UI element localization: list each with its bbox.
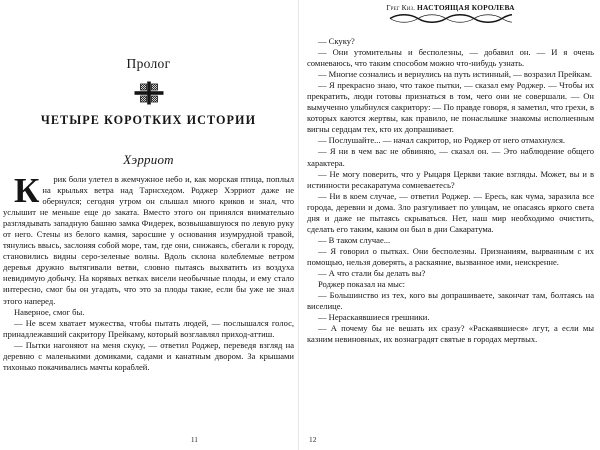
running-head-title: НАСТОЯЩАЯ КОРОЛЕВА <box>417 3 515 12</box>
paragraph-text: — Скуку? <box>318 36 355 46</box>
part-title: ЧЕТЫРЕ КОРОТКИХ ИСТОРИИ <box>40 113 257 127</box>
paragraph-text: — А почему бы не вешать их сразу? «Раскаявшиеся» лгут, а если мы казним невиновных, их вознаградят святые в городах мертвых. <box>307 323 594 345</box>
prologue-label: Пролог <box>126 56 171 71</box>
paragraph-text: — Пытки нагоняют на меня скуку, — ответил Роджер, переведя взгляд на деревню с маленькими домиками, садами и канатным двором. За крышами тихонько покачивались мачты кораблей. <box>3 339 294 372</box>
prologue-heading-block <box>3 56 294 168</box>
paragraph-with-dropcap <box>3 171 294 307</box>
paragraph-text: — Большинство из тех, кого вы допрашиваете, закончат там, болтаясь на виселице. <box>307 290 594 312</box>
page-number-left: 11 <box>190 435 198 444</box>
left-page <box>0 0 298 450</box>
right-column-body <box>307 36 594 345</box>
paragraph-text: — В таком случае... <box>318 234 391 245</box>
page-number-right: 12 <box>309 435 317 444</box>
paragraph-text: Наверное, смог бы. <box>14 306 85 317</box>
paragraph-text: — Я говорил о пытках. Они бесполезны. Признаниям, вырванным с их помощью, нельзя доверять, а раскаяние, вызванное ими, неискренне. <box>307 245 594 267</box>
paragraph-text: рик боли улетел в жемчужное небо и, как морская птица, поплыл на крыльях ветра над Тарнсхедом. Роджер Хэрриот даже не обернулся; сегодня утром он слышал много криков и знал, что услышит не меньше еще до заката. Вместо этого он принялся внимательно разглядывать западную башню замка Фидерек, возвышавшуюся по левую руку от него. Стены из белого камня, заросшие у основания изумрудной травой, тянулись ввысь, заслоняя собой море, там, где они, снижаясь, сбегали к городу, становились видны серо-зеленые волны. Вдоль склона колеблемые ветром деревья дружно вытягивали ветви, словно пытаясь выхватить из воздуха невидимую добычу. На корявых ветках висели необычные плоды, и ему стало интересно, смог бы он угадать, что это за плоды такие, если бы уже не знал этого наперед. <box>3 174 294 306</box>
hatched-cross-ornament-icon <box>134 81 164 105</box>
drop-cap: К <box>14 171 40 210</box>
paragraph-text: — Они утомительны и бесполезны, — добавил он. — И я очень сомневаюсь, что таким способом можно что-нибудь узнать. <box>307 47 594 69</box>
paragraph-text: — Послушайте... — начал сакритор, но Роджер от него отмахнулся. <box>318 135 566 146</box>
paragraph-text: Роджер показал на мыс: <box>318 279 406 290</box>
paragraph-text: — Не могу поверить, что у Рыцаря Церкви такие взгляды. Может, вы и в истинности ресакаратума сомневаетесь? <box>307 168 594 190</box>
paragraph-text: — Многие сознались и вернулись на путь истинный, — возразил Прейкам. <box>318 69 593 80</box>
paragraph-text: — Ни в коем случае, — ответил Роджер. — Ересь, как чума, заразила все города, деревни и дома. Зло разгуливает по улицам, не опасаясь яркого света дня и даже не пытаясь скрываться. Нет, наш мир необходимо очистить, сделать его таким, каким он был в дни Сакаратума. <box>307 190 594 234</box>
braided-wave-rule-icon <box>388 13 514 24</box>
left-column-body <box>3 171 294 373</box>
paragraph-text: — Я ни в чем вас не обвиняю, — сказал он. — Это наблюдение общего характера. <box>307 146 594 168</box>
story-title: Хэрриот <box>123 152 174 167</box>
paragraph-text: — Я прекрасно знаю, что такое пытки, — сказал ему Роджер. — Чтобы их прекратить, люди готовы признаться в том, чего они не совершали. — Он вымученно улыбнулся сакритору: — По правде говоря, я заметил, что грехи, в которых каются жертвы, как правило, не понаслышке знакомы исполненным вигны сердцам тех, кто их допрашивает. <box>307 80 594 135</box>
paragraph-text: — Не всем хватает мужества, чтобы пытать людей, — послышался голос, принадлежавший сакритору Прейкаму, который возглавлял приход-аттиш. <box>3 317 294 339</box>
running-head-author: Грег Киз. <box>386 3 416 12</box>
paragraph-text: — А что стали бы делать вы? <box>318 267 426 278</box>
paragraph-text: — Нераскаявшиеся грешники. <box>318 312 430 323</box>
running-head <box>307 3 594 12</box>
right-page <box>299 0 600 450</box>
